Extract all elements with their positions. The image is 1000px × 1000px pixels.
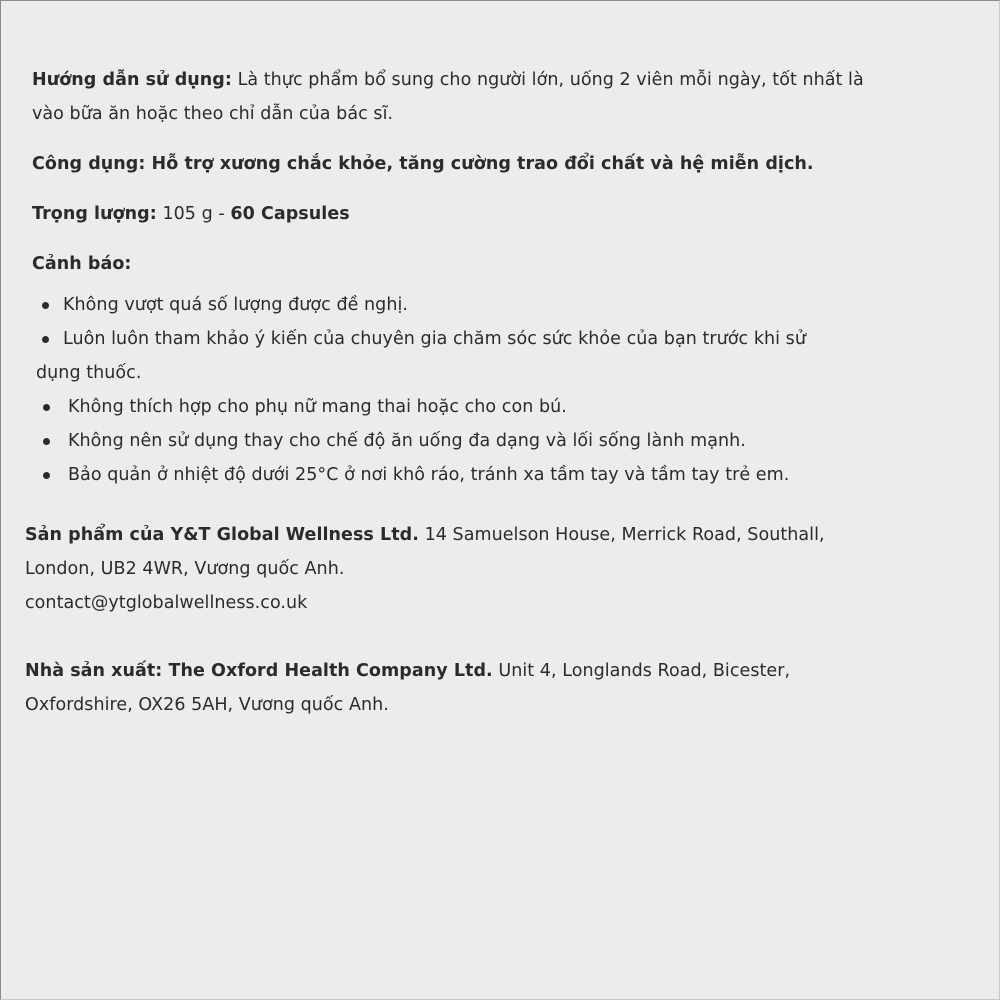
distributor-address-2: London, UB2 4WR, Vương quốc Anh.	[25, 559, 345, 579]
manufacturer-label: Nhà sản xuất: The Oxford Health Company Ltd.	[25, 661, 493, 681]
warning-item	[36, 390, 806, 424]
warning-item-text: Không thích hợp cho phụ nữ mang thai hoặc cho con bú.	[68, 397, 567, 417]
warning-item-text: dụng thuốc.	[36, 363, 142, 383]
warning-item	[36, 288, 806, 322]
benefits-text: Công dụng: Hỗ trợ xương chắc khỏe, tăng cường trao đổi chất và hệ miễn dịch.	[32, 154, 814, 174]
warning-item-text: Luôn luôn tham khảo ý kiến của chuyên gia chăm sóc sức khỏe của bạn trước khi sử	[63, 329, 806, 349]
usage-section	[32, 63, 864, 131]
manufacturer-address-1: Unit 4, Longlands Road, Bicester,	[498, 661, 791, 681]
distributor-label: Sản phẩm của Y&T Global Wellness Ltd.	[25, 525, 419, 545]
usage-text-1: Là thực phẩm bổ sung cho người lớn, uống 2 viên mỗi ngày, tốt nhất là	[237, 70, 864, 90]
warning-list	[36, 288, 806, 492]
bullet-icon	[43, 438, 50, 445]
distributor-section	[25, 518, 825, 620]
weight-section	[32, 197, 350, 231]
manufacturer-section	[25, 654, 790, 722]
benefits-section	[32, 147, 814, 181]
warning-item-continuation	[36, 356, 806, 390]
bullet-icon	[42, 336, 49, 343]
bullet-icon	[43, 404, 50, 411]
usage-label: Hướng dẫn sử dụng:	[32, 70, 232, 90]
warning-item-text: Bảo quản ở nhiệt độ dưới 25°C ở nơi khô ráo, tránh xa tầm tay và tầm tay trẻ em.	[68, 465, 790, 485]
manufacturer-line-1	[25, 654, 790, 688]
warning-item	[36, 424, 806, 458]
bullet-icon	[43, 472, 50, 479]
capsule-count: 60 Capsules	[230, 204, 350, 224]
bullet-icon	[42, 302, 49, 309]
warning-item	[36, 458, 806, 492]
distributor-line-1	[25, 518, 825, 552]
distributor-email: contact@ytglobalwellness.co.uk	[25, 593, 308, 613]
usage-text-2: vào bữa ăn hoặc theo chỉ dẫn của bác sĩ.	[32, 104, 394, 124]
warning-title: Cảnh báo:	[32, 254, 132, 274]
manufacturer-address-2: Oxfordshire, OX26 5AH, Vương quốc Anh.	[25, 695, 389, 715]
warning-item-text: Không nên sử dụng thay cho chế độ ăn uống đa dạng và lối sống lành mạnh.	[68, 431, 746, 451]
warning-item-text: Không vượt quá số lượng được đề nghị.	[63, 295, 409, 315]
distributor-address-1: 14 Samuelson House, Merrick Road, Southall,	[424, 525, 825, 545]
warning-item	[36, 322, 806, 356]
warning-section-title	[32, 247, 131, 281]
usage-line-1	[32, 63, 864, 97]
weight-value: 105 g -	[162, 204, 225, 224]
weight-label: Trọng lượng:	[32, 204, 157, 224]
